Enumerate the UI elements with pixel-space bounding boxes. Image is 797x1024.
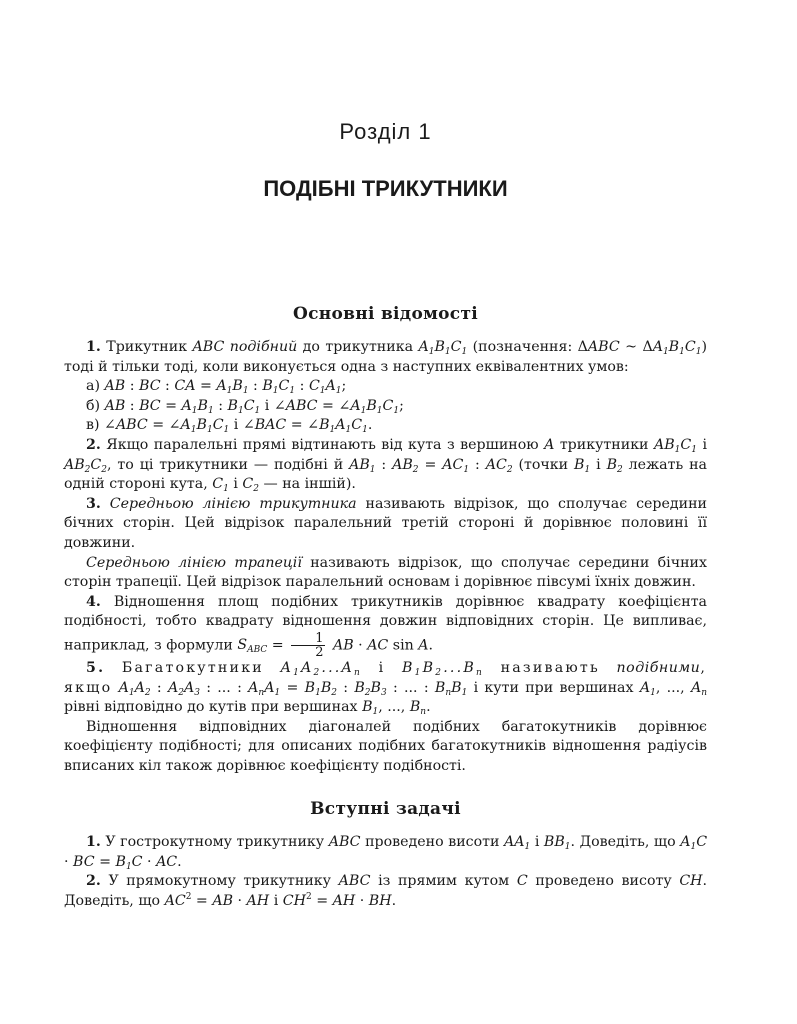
problem-2: 2. У прямокутному трикутнику ABC із прямим кутом C проведено висоту CH. Доведіть, що $AC^2$ = AB · AH і $CH^2$ = AH · BH. — [64, 873, 708, 909]
condition-a: а) AB : BC : CA = $A_1B_1$ : $B_1C_1$ : $C_1A_1$; — [86, 378, 347, 397]
page — [64, 0, 707, 1024]
paragraph-3b: Середньою лінією трапеції називають відрізок, що сполучає середини бічних сторін трапеції. Цей відрізок паралельний основам і дорівнює півсумі їхніх довжин. — [64, 554, 708, 591]
chapter-label: Розділ 1 — [339, 119, 432, 144]
chapter-title: ПОДІБНІ ТРИКУТНИКИ — [263, 176, 508, 201]
paragraph-5: 5. Багатокутники $A_1A_2...A_n$ і $B_1B_2...B_n$ називають подібними, якщо $A_1A_2$ : $A_2A_3$ : ... : $A_nA_1 = B_1B_2$ : $B_2B_3$ : ... : $B_nB_1$ і кути при вершинах $A_1$, ..., $A_n$ рівні відповідно до кутів при вершинах $B_1$, ..., $B_n$. — [64, 659, 708, 718]
condition-v: в) ∠ABC = $\angle A_1B_1C_1$ і ∠BAC = $\angle B_1A_1C_1$. — [86, 417, 373, 436]
fraction-half: $\frac{1}{2}$ — [291, 632, 325, 659]
basics-body — [64, 338, 707, 776]
paragraph-4: 4. Відношення площ подібних трикутників дорівнює квадрату коефіцієнта подібності, тобто квадрату відношення довжин відповідних сторін. Це випливає, наприклад, з формули $S_{ABC}$ = $\frac{1}{2}$ AB · AC sin A. — [64, 593, 708, 660]
section-heading-intro-problems: Вступні задачі — [310, 799, 461, 819]
paragraph-6: Відношення відповідних діагоналей подібних багатокутників дорівнює коефіцієнту подібності; для описаних подібних багатокутників відношення радіусів вписаних кіл також дорівнює коефіцієнту подібності. — [64, 718, 707, 774]
paragraph-3: 3. Середньою лінією трикутника називають відрізок, що сполучає середини бічних сторін. Цей відрізок паралельний третій стороні й дорівнює половині її довжини. — [64, 495, 707, 551]
intro-problems-body — [64, 833, 707, 911]
section-heading-basics: Основні відомості — [292, 304, 479, 324]
problem-1: 1. У гострокутному трикутнику ABC проведено висоти $AA_1$ і $BB_1$. Доведіть, що $A_1C$ · BC = $B_1C$ · AC. — [64, 834, 708, 872]
paragraph-1: 1. Трикутник ABC подібний до трикутника $A_1B_1C_1$ (позначення: ΔABC ~ $\Delta A_1B_1C_1$) тоді й тільки тоді, коли виконується одна з наступних еквівалентних умов: — [64, 339, 707, 375]
condition-b: б) AB : BC = $A_1B_1$ : $B_1C_1$ і ∠ABC = $\angle A_1B_1C_1$; — [86, 397, 404, 416]
paragraph-2: 2. Якщо паралельні прямі відтинають від кута з вершиною A трикутники $AB_1C_1$ і $AB_2C_2$, то ці трикутники — подібні й $AB_1$ : $AB_2 = AC_1$ : $AC_2$ (точки $B_1$ і $B_2$ лежать на одній стороні кута, $C_1$ і $C_2$ — на іншій). — [64, 436, 707, 495]
